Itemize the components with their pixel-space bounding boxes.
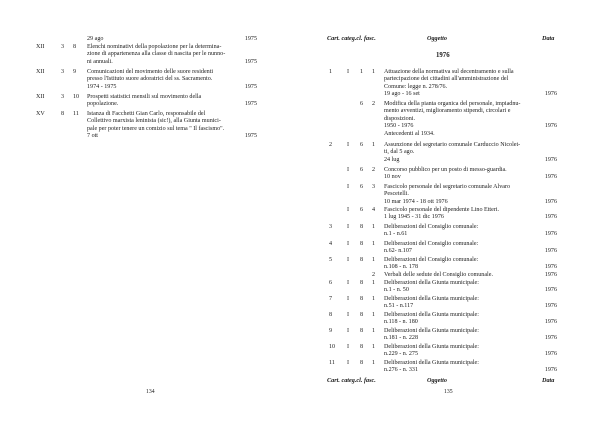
entry-year: 1976 bbox=[544, 351, 557, 358]
entry-class: 8 bbox=[360, 312, 364, 318]
entry-text: Deliberazioni del Consiglio comunale: n.1 - n.61 bbox=[384, 224, 479, 238]
entry-fascicle: 1 bbox=[372, 344, 376, 350]
entry-fascicle: 1 bbox=[372, 296, 376, 302]
entry-text: Deliberazioni della Giunta municipale: n.229 - n. 275 bbox=[384, 344, 479, 358]
entry-class: 3 bbox=[61, 69, 65, 75]
year-heading: 1976 bbox=[436, 52, 450, 59]
entry-cart: 7 bbox=[329, 296, 333, 302]
entry-category: I bbox=[347, 344, 350, 350]
entry-fascicle: 1 bbox=[372, 224, 376, 230]
entry-category: I bbox=[347, 241, 350, 247]
entry-fascicle: 1 bbox=[372, 360, 376, 366]
entry-fascicle: 2 bbox=[372, 167, 376, 173]
entry-year: 1976 bbox=[544, 264, 557, 271]
entry-text: Attuazione della normativa sul decentramento e sulla partecipazione dei cittadini all'amministrazione del Comune: legge n. 278/76. 19 ago - 16 set bbox=[384, 69, 514, 98]
entry-year: 1976 bbox=[544, 214, 557, 221]
entry-category: I bbox=[347, 167, 350, 173]
entry-class: 8 bbox=[61, 111, 65, 117]
entry-text: Deliberazioni della Giunta municipale: n.51 - n.117 bbox=[384, 296, 479, 310]
entry-year: 1975 bbox=[244, 58, 257, 65]
entry-cart: 3 bbox=[329, 224, 333, 230]
entry-year: 1975 bbox=[244, 83, 257, 90]
entry-category: I bbox=[347, 257, 350, 263]
entry-fascicle: 1 bbox=[372, 69, 376, 75]
entry-category: I bbox=[347, 360, 350, 366]
entry-text: Prospetti statistici mensili sul movimento della popolazione. bbox=[87, 94, 202, 108]
entry-cart: 6 bbox=[329, 280, 333, 286]
entry-category: I bbox=[347, 312, 350, 318]
header-column-oggetto: Oggetto bbox=[427, 35, 447, 42]
entry-year: 1976 bbox=[544, 156, 557, 163]
entry-cart: 9 bbox=[329, 328, 333, 334]
entry-class: 1 bbox=[360, 69, 364, 75]
entry-fascicle: 8 bbox=[73, 44, 77, 50]
entry-year: 1976 bbox=[544, 287, 557, 294]
entry-year: 1976 bbox=[544, 174, 557, 181]
entry-category: I bbox=[347, 296, 350, 302]
entry-year: 1976 bbox=[544, 303, 557, 310]
entry-text: Modifica della pianta organica del personale, impiadnu- mento avventizi, miglioramento stipendi, circolari e disposizioni. 1950 - 1976 Antecedenti al 1934. bbox=[384, 101, 521, 137]
entry-cart: 11 bbox=[329, 360, 335, 366]
entry-fascicle: 11 bbox=[73, 111, 79, 117]
entry-year: 1976 bbox=[544, 272, 557, 278]
entry-class: 3 bbox=[61, 94, 65, 100]
entry-fascicle: 1 bbox=[372, 328, 376, 334]
entry-year: 1976 bbox=[544, 231, 557, 238]
entry-text: 29 ago bbox=[87, 36, 104, 42]
entry-class: 8 bbox=[360, 296, 364, 302]
entry-fascicle: 1 bbox=[372, 257, 376, 263]
entry-fascicle: 1 bbox=[372, 142, 376, 148]
entry-class: 8 bbox=[360, 241, 364, 247]
entry-fascicle: 2 bbox=[372, 272, 376, 278]
entry-category: I bbox=[347, 69, 350, 75]
entry-year: 1976 bbox=[544, 248, 557, 255]
entry-class: 3 bbox=[61, 44, 65, 50]
entry-class: 8 bbox=[360, 360, 364, 366]
entry-cart: 2 bbox=[329, 142, 333, 148]
entry-text: Elenchi nominativi della popolazione per la determina- zione di appartenenza alla classe di nascita per le nunno- ni annuali. bbox=[87, 44, 226, 65]
entry-text: Deliberazioni della Giunta municipale: n.118 - n. 180 bbox=[384, 312, 479, 326]
header-column-data: Data bbox=[542, 35, 555, 42]
entry-text: Deliberazioni del Consiglio comunale: n.62- n.107 bbox=[384, 241, 479, 255]
entry-year: 1976 bbox=[544, 198, 557, 205]
entry-text: Deliberazioni della Giunta municipale: n.181 - n. 228 bbox=[384, 328, 479, 342]
entry-category: I bbox=[347, 280, 350, 286]
entry-category: I bbox=[347, 184, 350, 190]
entry-class: 6 bbox=[360, 167, 364, 173]
entry-class: 8 bbox=[360, 344, 364, 350]
entry-text: Deliberazioni della Giunta municipale: n.1 - n. 50 bbox=[384, 280, 479, 294]
entry-fascicle: 10 bbox=[73, 94, 80, 100]
entry-year: 1975 bbox=[244, 101, 257, 108]
footer-column-oggetto: Oggetto bbox=[427, 377, 447, 384]
left-page-number: 134 bbox=[146, 389, 155, 395]
entry-fascicle: 1 bbox=[372, 280, 376, 286]
entry-text: Concorso pubblico per un posto di messo-guardia. 10 nov bbox=[384, 167, 507, 181]
entry-class: 8 bbox=[360, 257, 364, 263]
entry-fascicle: 1 bbox=[372, 312, 376, 318]
entry-category: XV bbox=[36, 111, 45, 117]
entry-fascicle: 3 bbox=[372, 184, 376, 190]
entry-text: Fascicolo personale del segretario comunale Alvaro Pescetelli. 10 mar 1974 - 18 ott 1976 bbox=[384, 184, 511, 205]
entry-text: Verbali delle sedute del Consiglio comunale. bbox=[384, 272, 493, 278]
entry-cart: 4 bbox=[329, 241, 333, 247]
entry-class: 8 bbox=[360, 224, 364, 230]
entry-year: 1975 bbox=[244, 36, 257, 42]
entry-year: 1976 bbox=[544, 367, 557, 374]
entry-text: Deliberazioni del Consiglio comunale: n.108 - n. 178 bbox=[384, 257, 479, 271]
entry-year: 1976 bbox=[544, 335, 557, 342]
entry-year: 1976 bbox=[544, 123, 557, 130]
footer-column-data: Data bbox=[542, 377, 555, 384]
entry-class: 6 bbox=[360, 207, 364, 213]
entry-text: Assunzione del segretario comunale Carduccio Nicolet- ti, dal 5 ago. 24 lug bbox=[384, 142, 521, 163]
entry-class: 8 bbox=[360, 280, 364, 286]
entry-fascicle: 9 bbox=[73, 69, 77, 75]
entry-category: I bbox=[347, 328, 350, 334]
entry-text: Fascicolo personale del dipendente Lino Etteri. 1 lug 1945 - 31 dic 1976 bbox=[384, 207, 500, 221]
entry-text: Deliberazioni della Giunta municipale: n.276 - n. 331 bbox=[384, 360, 479, 374]
entry-class: 6 bbox=[360, 142, 364, 148]
entry-cart: 8 bbox=[329, 312, 333, 318]
right-page-number: 135 bbox=[444, 389, 453, 395]
entry-fascicle: 1 bbox=[372, 241, 376, 247]
entry-category: I bbox=[347, 142, 350, 148]
entry-class: 6 bbox=[360, 184, 364, 190]
entry-cart: 5 bbox=[329, 257, 333, 263]
entry-category: I bbox=[347, 224, 350, 230]
entry-fascicle: 4 bbox=[372, 207, 376, 213]
entry-text: Comunicazioni del movimento delle suore residenti presso l'Istituto suore adoratrici del ss. Sacramento. 1974 - 1975 bbox=[87, 69, 214, 90]
entry-cart: 10 bbox=[329, 344, 336, 350]
entry-fascicle: 2 bbox=[372, 101, 376, 107]
header-column-cart-categ: Cart. categ.cl. fasc. bbox=[327, 35, 376, 42]
entry-class: 8 bbox=[360, 328, 364, 334]
entry-text: Istanza di Facchetti Gian Carlo, responsabile del Collettivo marxista leninista (sic!), alla Giunta munici- pale per poter tenere un comizio sul tema " Il fascismo". 7 ott bbox=[87, 111, 225, 140]
footer-column-cart-categ: Cart. categ.cl. fasc. bbox=[327, 377, 376, 384]
entry-cart: 1 bbox=[329, 69, 333, 75]
entry-year: 1975 bbox=[244, 133, 257, 140]
entry-category: XII bbox=[36, 69, 45, 75]
entry-category: XII bbox=[36, 94, 45, 100]
entry-year: 1976 bbox=[544, 91, 557, 98]
entry-class: 6 bbox=[360, 101, 364, 107]
entry-category: I bbox=[347, 207, 350, 213]
entry-year: 1976 bbox=[544, 319, 557, 326]
entry-category: XII bbox=[36, 44, 45, 50]
